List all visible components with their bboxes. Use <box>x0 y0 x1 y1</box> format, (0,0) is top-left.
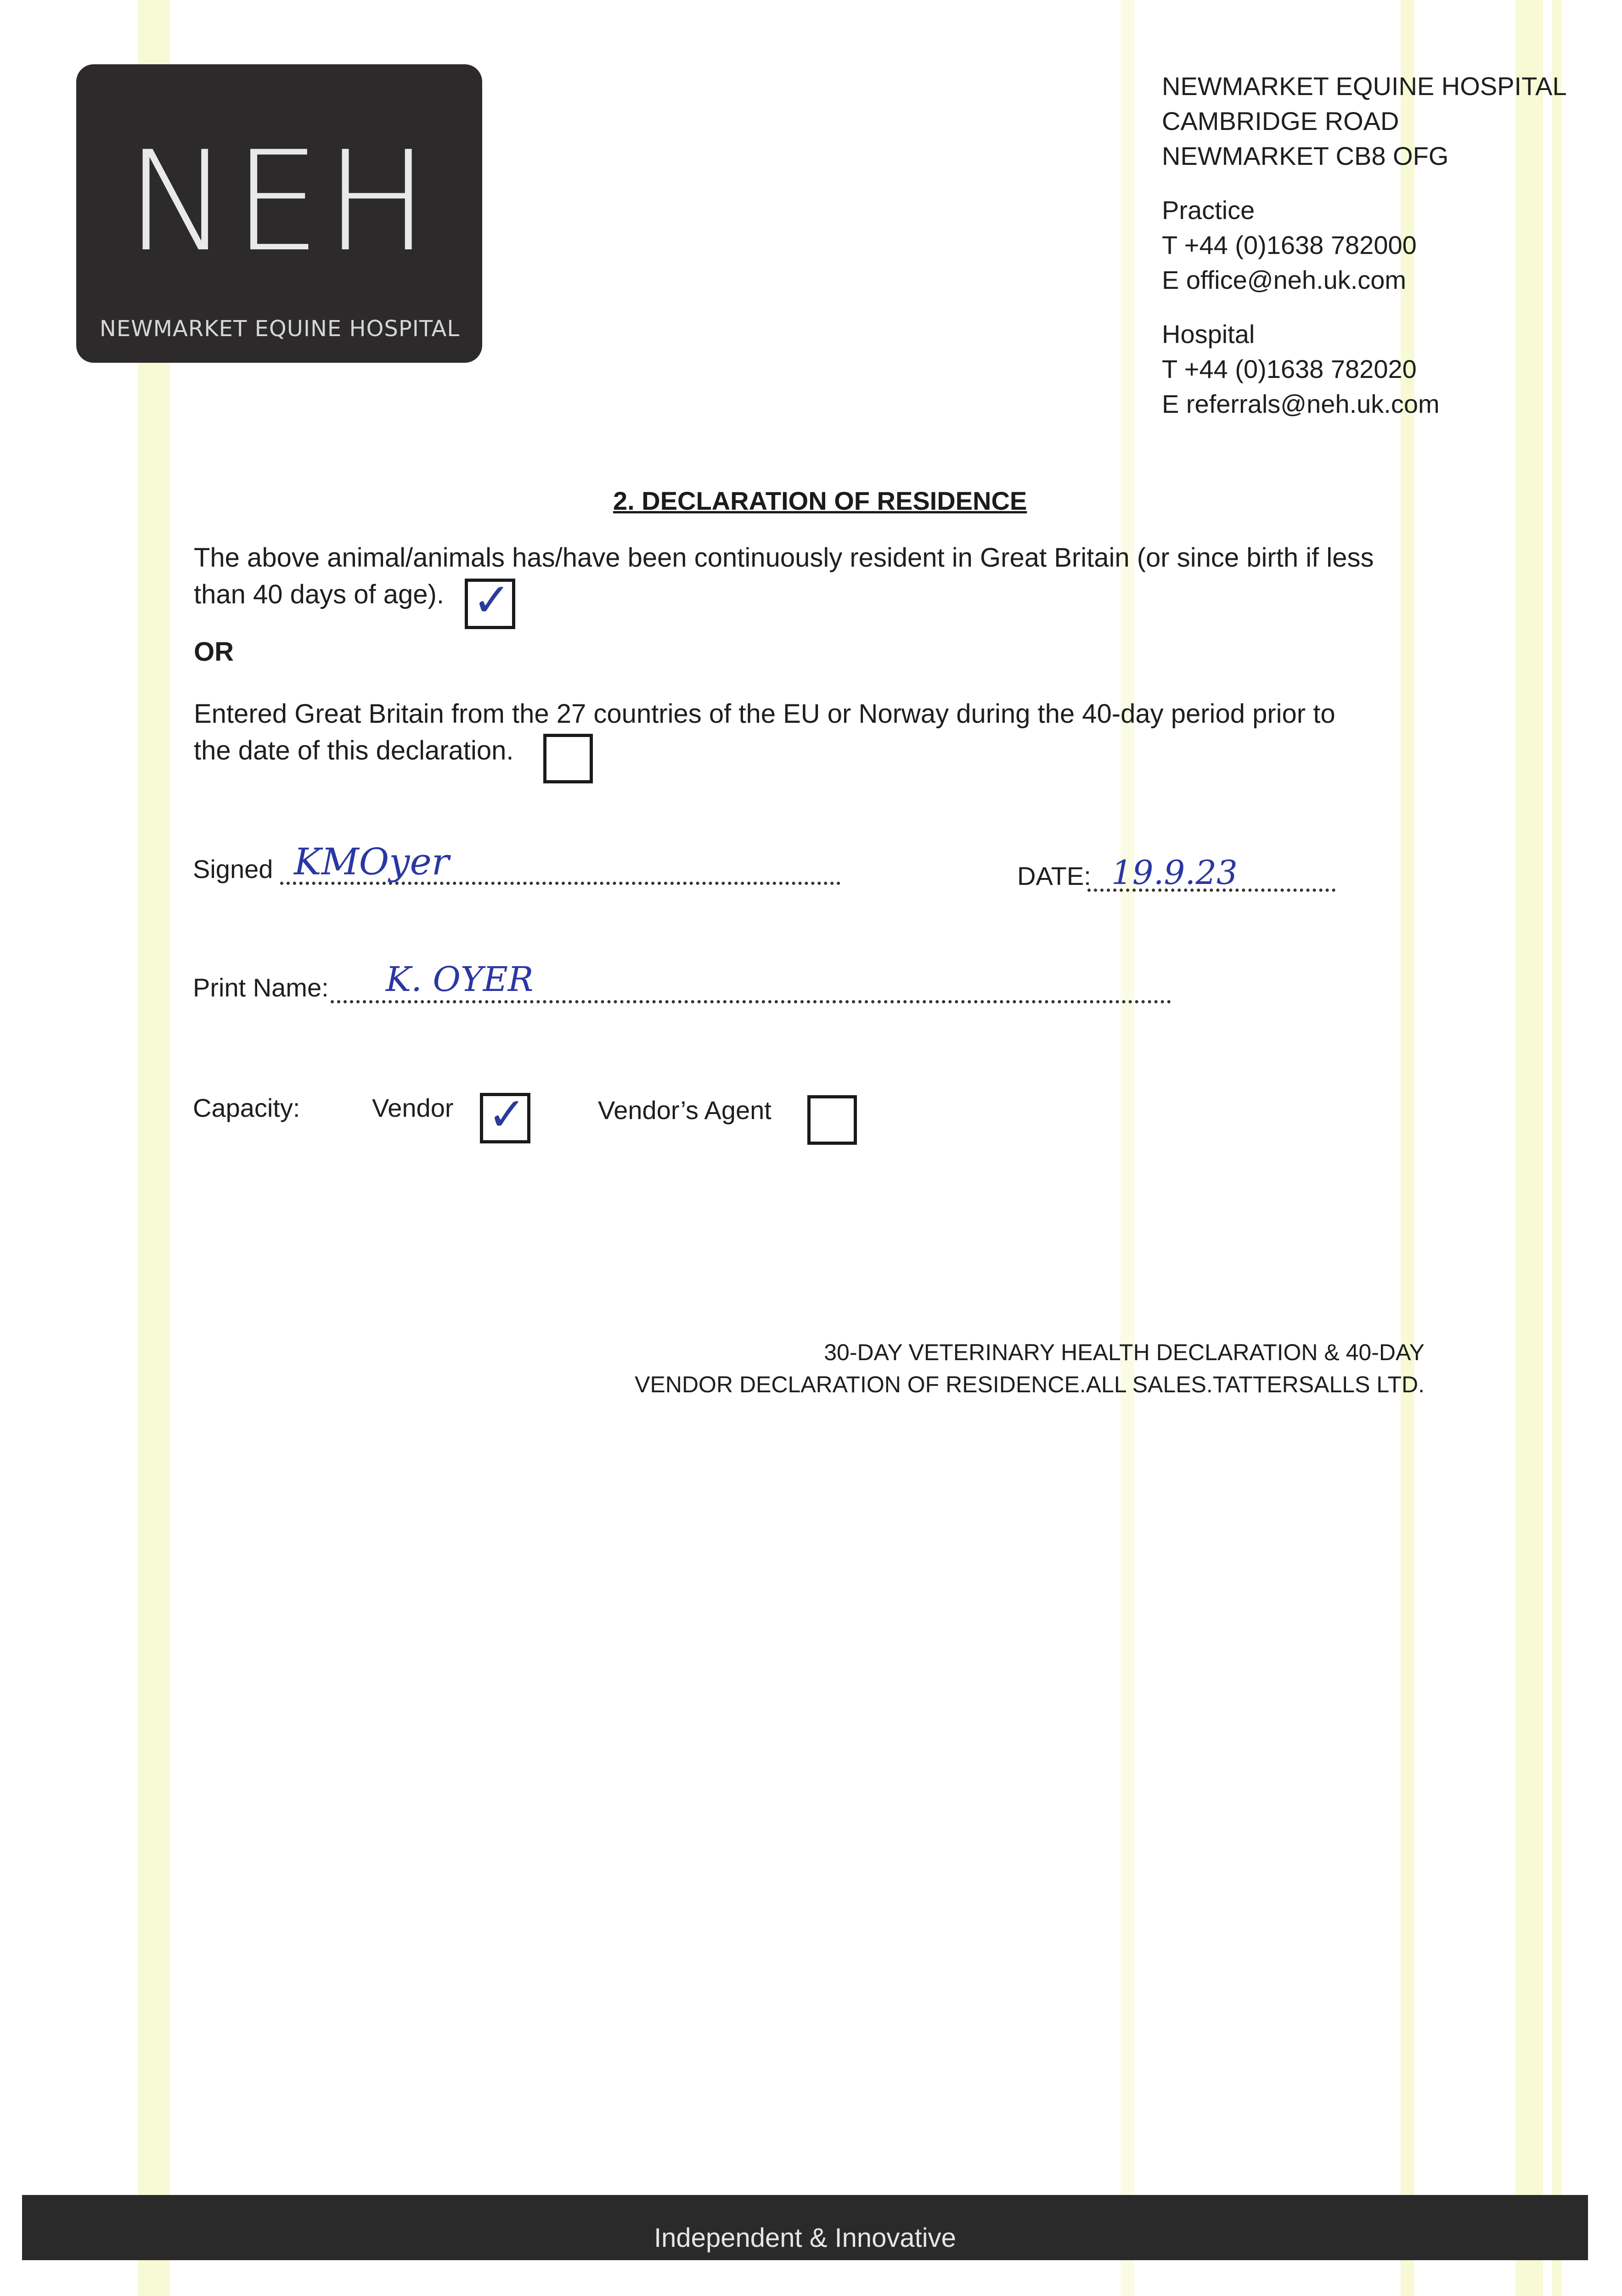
hospital-email: E referrals@neh.uk.com <box>1162 389 1440 418</box>
or-label: OR <box>194 637 234 667</box>
option1-text-line2: than 40 days of age). <box>194 580 444 609</box>
practice-email: E office@neh.uk.com <box>1162 265 1407 294</box>
check-icon: ✓ <box>488 1087 526 1141</box>
scan-streak <box>1121 0 1134 2296</box>
practice-contact <box>1162 193 1417 298</box>
hospital-label: Hospital <box>1162 320 1255 349</box>
footnote-line1: 30-DAY VETERINARY HEALTH DECLARATION & 40-DAY <box>824 1339 1425 1365</box>
hospital-contact <box>1162 317 1440 422</box>
print-name-label: Print Name: <box>193 973 329 1002</box>
address-line: NEWMARKET EQUINE HOSPITAL <box>1162 72 1567 101</box>
footnote <box>635 1336 1425 1401</box>
neh-logo <box>76 64 482 363</box>
footer-tagline: Independent & Innovative <box>654 2223 956 2253</box>
check-icon: ✓ <box>473 573 511 627</box>
option1-text-line1: The above animal/animals has/have been continuously resident in Great Britain (or since birth if less <box>194 543 1374 573</box>
section-heading: 2. DECLARATION OF RESIDENCE <box>613 486 1027 515</box>
signed-label: Signed <box>193 855 273 884</box>
logo-mark: NEH <box>126 122 434 282</box>
option2-checkbox[interactable] <box>543 734 593 783</box>
address-block <box>1162 69 1567 174</box>
option2-text-line1: Entered Great Britain from the 27 countries of the EU or Norway during the 40-day period prior to <box>194 699 1335 729</box>
footer-bar <box>22 2195 1588 2260</box>
date-label: DATE: <box>1017 861 1091 890</box>
scan-streak <box>1552 0 1561 2296</box>
address-line: CAMBRIDGE ROAD <box>1162 107 1399 135</box>
address-line: NEWMARKET CB8 OFG <box>1162 141 1449 170</box>
vendor-agent-label: Vendor’s Agent <box>598 1096 772 1125</box>
signature-value[interactable]: KMOyer <box>294 840 450 883</box>
option1-checkbox[interactable] <box>465 573 515 629</box>
vendor-label: Vendor <box>372 1093 454 1122</box>
footnote-line2: VENDOR DECLARATION OF RESIDENCE.ALL SALES.TATTERSALLS LTD. <box>635 1372 1425 1397</box>
vendor-agent-checkbox[interactable] <box>807 1095 857 1145</box>
practice-phone: T +44 (0)1638 782000 <box>1162 231 1417 259</box>
print-name-line <box>331 1000 1171 1003</box>
logo-name: NEWMARKET EQUINE HOSPITAL <box>99 316 460 342</box>
practice-label: Practice <box>1162 196 1255 225</box>
print-name-value[interactable]: K. OYER <box>386 960 534 999</box>
date-value[interactable]: 19.9.23 <box>1111 853 1238 892</box>
option2-text-line2: the date of this declaration. <box>194 736 514 765</box>
capacity-label: Capacity: <box>193 1093 300 1122</box>
scan-streak <box>1515 0 1543 2296</box>
hospital-phone: T +44 (0)1638 782020 <box>1162 355 1417 383</box>
vendor-checkbox[interactable] <box>480 1087 530 1143</box>
